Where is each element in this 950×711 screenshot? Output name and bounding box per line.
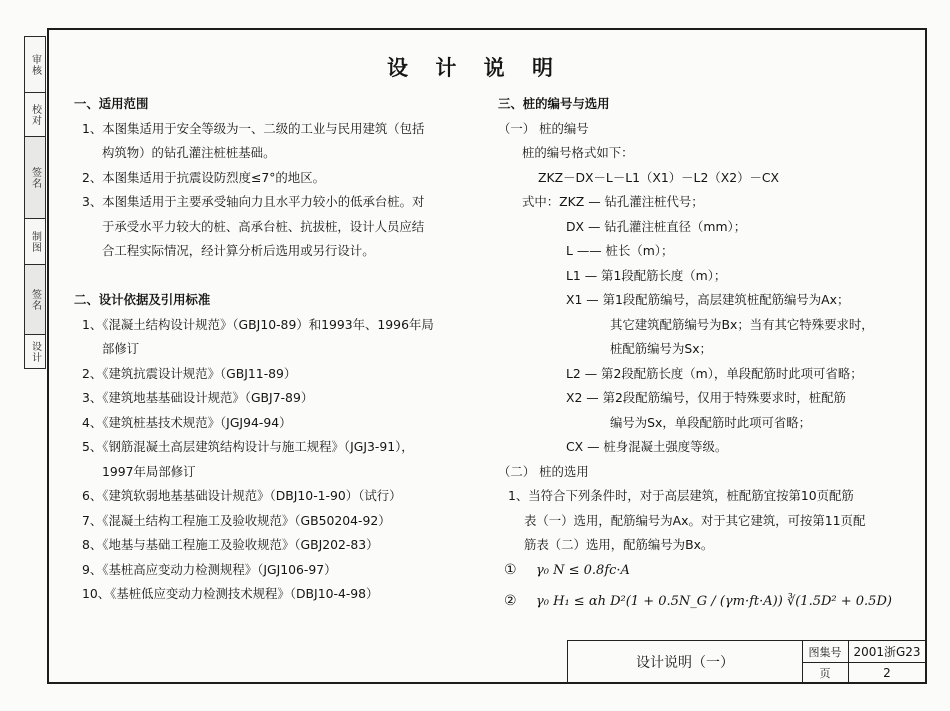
formula-2: γ₀ H₁ ≤ αh D²(1 + 0.5N_G / (γm·ft·A)) ∛(1.5D² + 0.5D)	[536, 594, 892, 609]
text-line: 编号为Sx，单段配筋时此项可省略；	[610, 414, 812, 430]
strip-cell-signature-1	[25, 137, 45, 219]
text-line: 于承受水平力较大的桩、高承台桩、抗拔桩，设计人员应结	[102, 218, 425, 234]
page-label: 页	[802, 662, 849, 683]
text-line: L2 — 第2段配筋长度（m），单段配筋时此项可省略；	[566, 365, 863, 381]
text-line: 1、本图集适用于安全等级为一、二级的工业与民用建筑（包括	[82, 120, 425, 136]
text-line: （一） 桩的编号	[498, 120, 589, 136]
approval-strip	[24, 36, 46, 369]
strip-label: 审核	[29, 53, 41, 76]
page-number: 2	[883, 665, 891, 680]
text-line: （二） 桩的选用	[498, 463, 589, 479]
formula-1: γ₀ N ≤ 0.8fc·A	[536, 563, 630, 578]
text-line: 6、《建筑软弱地基基础设计规范》（DBJ10-1-90）（试行）	[82, 488, 402, 503]
text-line: L1 — 第1段配筋长度（m）；	[566, 267, 727, 283]
text-line: 5、《钢筋混凝土高层建筑结构设计与施工规程》（JGJ3-91），	[82, 439, 414, 454]
section-heading: 一、适用范围	[74, 96, 149, 111]
strip-cell-signature-2	[25, 265, 45, 335]
text-line: 7、《混凝土结构工程施工及验收规范》（GB50204-92）	[82, 512, 391, 528]
right-column	[498, 92, 918, 558]
strip-cell-design	[25, 335, 45, 368]
text-line	[74, 264, 484, 289]
page-title: 设 计 说 明	[387, 56, 563, 80]
text-line: X1 — 第1段配筋编号，高层建筑桩配筋编号为Ax；	[566, 292, 850, 307]
sheet-title: 设计说明（一）	[568, 641, 803, 683]
text-line: 3、《建筑地基基础设计规范》（GBJ7-89）	[82, 390, 314, 405]
text-line: 10、《基桩低应变动力检测技术规程》（DBJ10-4-98）	[82, 586, 379, 601]
strip-label: 校对	[29, 103, 41, 126]
text-line: ZKZ－DX－L－L1（X1）－L2（X2）－CX	[538, 169, 780, 185]
text-line: 部修订	[102, 341, 140, 356]
strip-label: 签名	[29, 166, 41, 189]
text-line: 合工程实际情况，经计算分析后选用或另行设计。	[102, 243, 375, 258]
text-line: 9、《基桩高应变动力检测规程》（JGJ106-97）	[82, 561, 337, 577]
strip-label: 设计	[29, 340, 41, 363]
text-line: 3、本图集适用于主要承受轴向力且水平力较小的低承台桩。对	[82, 194, 425, 209]
text-line: DX — 钻孔灌注桩直径（mm）；	[566, 218, 747, 234]
text-line: 桩配筋编号为Sx；	[610, 341, 712, 356]
formula-2-number: ②	[504, 593, 517, 609]
section-heading: 二、设计依据及引用标准	[74, 292, 211, 307]
strip-cell-check	[25, 93, 45, 137]
strip-label: 制图	[29, 230, 41, 253]
formula-1-number: ①	[504, 562, 517, 578]
text-line: L —— 桩长（m）；	[566, 243, 674, 258]
text-line: 2、《建筑抗震设计规范》（GBJ11-89）	[82, 365, 297, 381]
strip-label: 签名	[29, 288, 41, 311]
text-line: 表（一）选用，配筋编号为Ax。对于其它建筑，可按第11页配	[524, 512, 866, 528]
text-line: 筋表（二）选用，配筋编号为Bx。	[524, 537, 714, 552]
text-line: 式中：ZKZ — 钻孔灌注桩代号；	[522, 194, 704, 209]
text-line: 2、本图集适用于抗震设防烈度≤7°的地区。	[82, 169, 325, 185]
text-line: 1997年局部修订	[102, 463, 196, 479]
text-line: 其它建筑配筋编号为Bx；当有其它特殊要求时，	[610, 316, 874, 332]
left-column	[74, 92, 484, 607]
text-line: X2 — 第2段配筋编号，仅用于特殊要求时，桩配筋	[566, 390, 846, 405]
text-line: CX — 桩身混凝土强度等级。	[566, 439, 728, 454]
section-heading: 三、桩的编号与选用	[498, 96, 610, 111]
strip-cell-drawing	[25, 219, 45, 265]
text-line: 8、《地基与基础工程施工及验收规范》（GBJ202-83）	[82, 537, 379, 552]
atlas-label: 图集号	[802, 641, 849, 663]
title-block	[567, 640, 927, 684]
text-line: 4、《建筑桩基技术规范》（JGJ94-94）	[82, 414, 292, 430]
text-line: 构筑物）的钻孔灌注桩桩基础。	[102, 145, 276, 160]
atlas-number: 2001浙G23	[848, 641, 926, 663]
text-line: 1、当符合下列条件时，对于高层建筑，桩配筋宜按第10页配筋	[508, 488, 854, 503]
text-line: 桩的编号格式如下：	[522, 145, 634, 160]
text-line: 1、《混凝土结构设计规范》（GBJ10-89）和1993年、1996年局	[82, 316, 434, 332]
